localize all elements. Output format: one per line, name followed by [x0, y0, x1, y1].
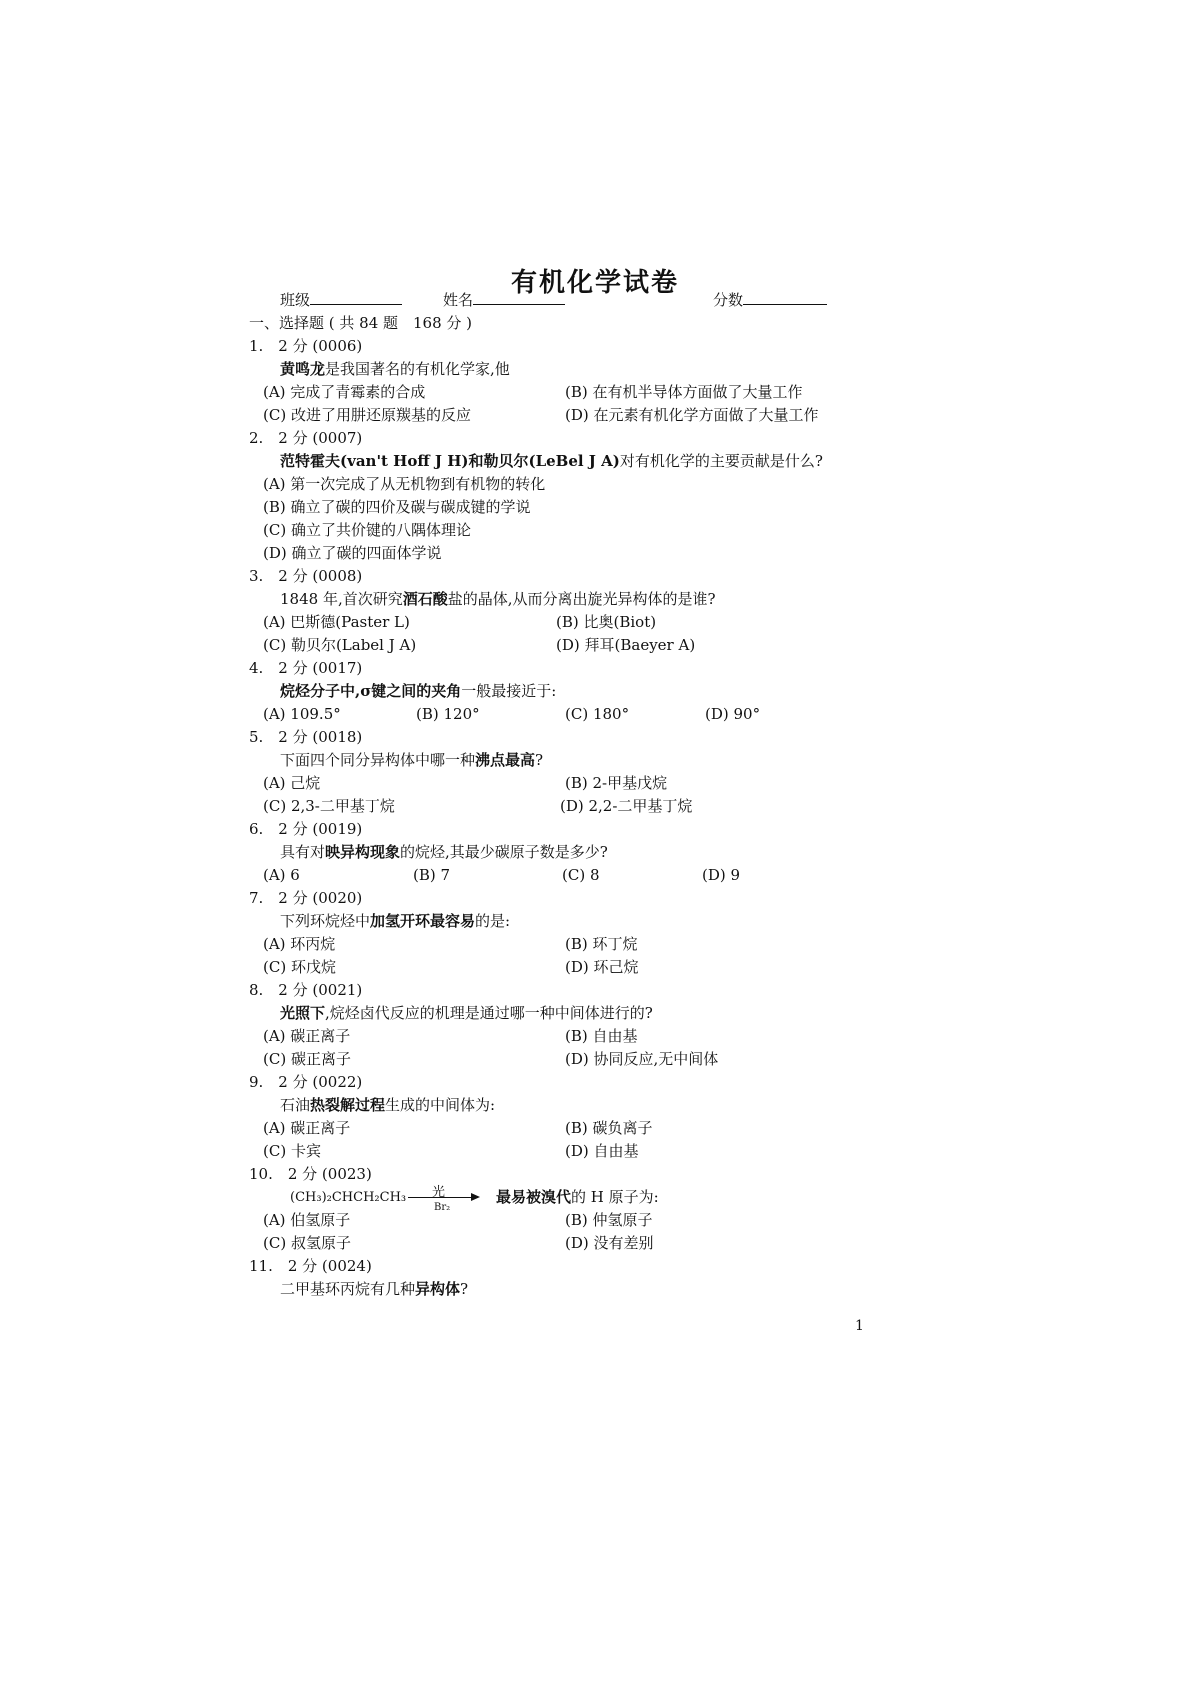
- option-d: (D) 9: [702, 866, 741, 884]
- question-header: 8. 2 分 (0021): [249, 981, 363, 999]
- option-d: (D) 确立了碳的四面体学说: [263, 544, 442, 562]
- option-c: (C) 环戊烷: [263, 958, 336, 976]
- option-a: (A) 6: [263, 866, 300, 884]
- option-d: (D) 90°: [705, 705, 761, 723]
- question-stem: 光照下,烷烃卤代反应的机理是通过哪一种中间体进行的?: [280, 1004, 653, 1022]
- reactant-formula: (CH₃)₂CHCH₂CH₃: [290, 1190, 407, 1205]
- option-b: (B) 确立了碳的四价及碳与碳成键的学说: [263, 498, 531, 516]
- class-blank[interactable]: [310, 290, 402, 305]
- option-c: (C) 2,3-二甲基丁烷: [263, 797, 395, 815]
- option-b: (B) 仲氢原子: [565, 1211, 653, 1229]
- option-c: (C) 勒贝尔(Label J A): [263, 636, 417, 654]
- option-a: (A) 碳正离子: [263, 1119, 351, 1137]
- page-number: 1: [855, 1318, 864, 1334]
- reaction-arrow: [408, 1197, 478, 1198]
- class-field: 班级: [280, 290, 402, 310]
- question-stem: 下面四个同分异构体中哪一种沸点最高?: [280, 751, 544, 769]
- option-b: (B) 120°: [416, 705, 480, 723]
- option-b: (B) 在有机半导体方面做了大量工作: [565, 383, 803, 401]
- section-heading: 一、选择题 ( 共 84 题 168 分 ): [249, 314, 473, 332]
- question-header: 5. 2 分 (0018): [249, 728, 363, 746]
- condition-below: Br₂: [434, 1202, 451, 1213]
- question-stem: 石油热裂解过程生成的中间体为:: [280, 1096, 496, 1114]
- name-field: 姓名: [443, 290, 565, 310]
- question-stem: 烷烃分子中,σ键之间的夹角一般最接近于:: [280, 682, 557, 700]
- name-blank[interactable]: [473, 290, 565, 305]
- option-a: (A) 己烷: [263, 774, 321, 792]
- question-stem: 下列环烷烃中加氢开环最容易的是:: [280, 912, 511, 930]
- option-c: (C) 卡宾: [263, 1142, 321, 1160]
- score-field: 分数: [713, 290, 827, 310]
- option-a: (A) 第一次完成了从无机物到有机物的转化: [263, 475, 546, 493]
- option-c: (C) 8: [562, 866, 600, 884]
- option-a: (A) 环丙烷: [263, 935, 336, 953]
- option-b: (B) 比奥(Biot): [556, 613, 657, 631]
- option-d: (D) 在元素有机化学方面做了大量工作: [565, 406, 819, 424]
- question-stem: 黄鸣龙是我国著名的有机化学家,他: [280, 360, 510, 378]
- option-b: (B) 碳负离子: [565, 1119, 653, 1137]
- question-header: 3. 2 分 (0008): [249, 567, 363, 585]
- question-header: 2. 2 分 (0007): [249, 429, 363, 447]
- option-d: (D) 协同反应,无中间体: [565, 1050, 719, 1068]
- option-d: (D) 2,2-二甲基丁烷: [560, 797, 693, 815]
- option-a: (A) 109.5°: [263, 705, 341, 723]
- option-c: (C) 碳正离子: [263, 1050, 351, 1068]
- question-header: 7. 2 分 (0020): [249, 889, 363, 907]
- option-b: (B) 环丁烷: [565, 935, 638, 953]
- option-d: (D) 拜耳(Baeyer A): [556, 636, 696, 654]
- option-a: (A) 完成了青霉素的合成: [263, 383, 426, 401]
- score-blank[interactable]: [743, 290, 827, 305]
- option-c: (C) 叔氢原子: [263, 1234, 351, 1252]
- question-stem: 具有对映异构现象的烷烃,其最少碳原子数是多少?: [280, 843, 608, 861]
- option-a: (A) 巴斯德(Paster L): [263, 613, 410, 631]
- question-header: 11. 2 分 (0024): [249, 1257, 372, 1275]
- option-d: (D) 没有差别: [565, 1234, 654, 1252]
- option-c: (C) 确立了共价键的八隅体理论: [263, 521, 471, 539]
- option-d: (D) 环己烷: [565, 958, 639, 976]
- question-stem: 1848 年,首次研究酒石酸盐的晶体,从而分离出旋光异构体的是谁?: [280, 590, 716, 608]
- question-header: 4. 2 分 (0017): [249, 659, 363, 677]
- option-a: (A) 碳正离子: [263, 1027, 351, 1045]
- option-c: (C) 改进了用肼还原羰基的反应: [263, 406, 471, 424]
- question-stem: 最易被溴代的 H 原子为:: [496, 1188, 659, 1206]
- question-header: 6. 2 分 (0019): [249, 820, 363, 838]
- option-a: (A) 伯氢原子: [263, 1211, 351, 1229]
- option-b: (B) 自由基: [565, 1027, 638, 1045]
- condition-above: 光: [432, 1185, 446, 1200]
- question-stem: 范特霍夫(van't Hoff J H)和勒贝尔(LeBel J A)对有机化学的主要贡献是什么?: [280, 452, 823, 470]
- question-header: 1. 2 分 (0006): [249, 337, 363, 355]
- option-c: (C) 180°: [565, 705, 630, 723]
- question-header: 10. 2 分 (0023): [249, 1165, 372, 1183]
- option-b: (B) 2-甲基戊烷: [565, 774, 668, 792]
- option-b: (B) 7: [413, 866, 451, 884]
- question-header: 9. 2 分 (0022): [249, 1073, 363, 1091]
- question-stem: 二甲基环丙烷有几种异构体?: [280, 1280, 469, 1298]
- page-title: 有机化学试卷: [510, 268, 679, 298]
- option-d: (D) 自由基: [565, 1142, 639, 1160]
